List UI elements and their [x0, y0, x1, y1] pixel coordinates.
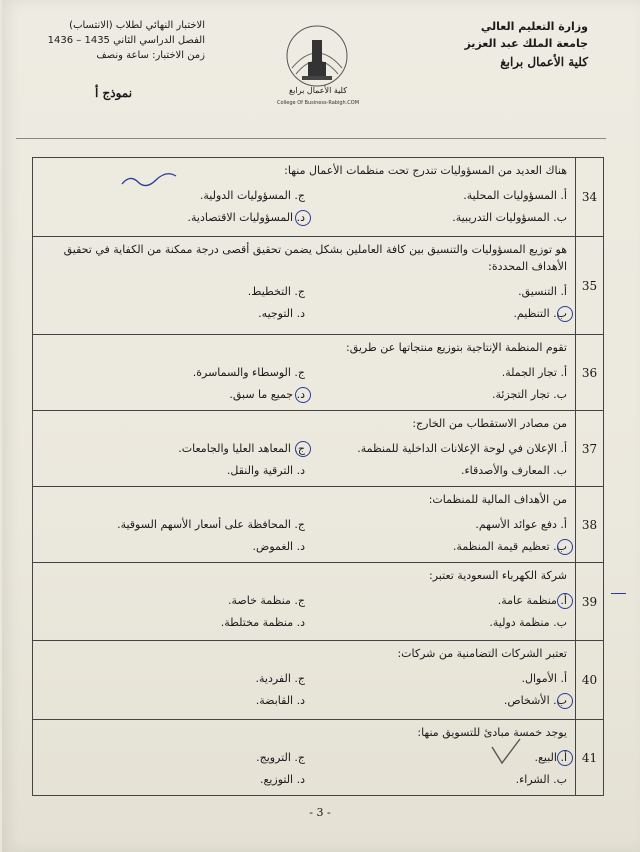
option-a[interactable]: أ. تجار الجملة. [501, 366, 567, 379]
option-a[interactable]: أ. البيع. [305, 747, 567, 769]
option-b[interactable]: ب. التنظيم. [305, 303, 567, 325]
question-number: 40 [576, 641, 604, 720]
question-stem: هناك العديد من المسؤوليات تندرج تحت منظمات الأعمال منها: [284, 164, 567, 177]
option-b[interactable]: ب. المسؤوليات التدريبية. [452, 211, 567, 224]
question-stem: هو توزيع المسؤوليات والتنسيق بين كافة العاملين بشكل يضمن تحقيق أقصى درجة ممكنة من الكفاية في تحقيق الأهداف المحددة: [63, 243, 567, 273]
college-line: كلية الأعمال برابغ [500, 55, 588, 69]
option-d[interactable]: د. جميع ما سبق. [43, 384, 305, 406]
question-row [33, 641, 604, 720]
page-number: - 3 - [309, 806, 331, 819]
pen-scribble-icon [120, 170, 180, 190]
question-row [33, 158, 604, 237]
question-number: 35 [576, 237, 604, 335]
option-c[interactable]: ج. الفردية. [255, 672, 305, 685]
exam-info-header [45, 18, 205, 63]
question-stem: شركة الكهرباء السعودية تعتبر: [429, 569, 567, 582]
exam-model-label: نموذج أ [95, 86, 133, 100]
option-b[interactable]: ب. الشراء. [515, 773, 567, 786]
header-divider [16, 138, 606, 139]
option-a[interactable]: أ. الإعلان في لوحة الإعلانات الداخلية للمنظمة. [357, 442, 567, 455]
option-a[interactable]: أ. منظمة عامة. [305, 590, 567, 612]
question-row [33, 563, 604, 641]
ministry-header [464, 18, 588, 71]
question-row [33, 411, 604, 487]
option-b[interactable]: ب. المعارف والأصدقاء. [460, 464, 567, 477]
option-c[interactable]: ج. الترويج. [256, 751, 305, 764]
option-c[interactable]: ج. منظمة خاصة. [228, 594, 305, 607]
question-number: 34 [576, 158, 604, 237]
option-d[interactable]: د. التوزيع. [259, 773, 305, 786]
option-a[interactable]: أ. التنسيق. [518, 285, 567, 298]
option-c[interactable]: ج. المعاهد العليا والجامعات. [43, 438, 305, 460]
question-row [33, 237, 604, 335]
question-row [33, 335, 604, 411]
university-line: جامعة الملك عبد العزيز [464, 37, 588, 50]
option-d[interactable]: د. الغموض. [252, 540, 305, 553]
question-stem: من الأهداف المالية للمنظمات: [428, 493, 567, 506]
option-a[interactable]: أ. الأموال. [521, 672, 567, 685]
question-row [33, 487, 604, 563]
option-b[interactable]: ب. منظمة دولية. [489, 616, 567, 629]
duration-line: زمن الاختبار: ساعة ونصف [96, 50, 205, 61]
option-c[interactable]: ج. المسؤوليات الدولية. [199, 189, 305, 202]
logo-caption: كلية الأعمال برابغ [288, 86, 348, 95]
question-number: 39 [576, 563, 604, 641]
question-number: 38 [576, 487, 604, 563]
question-number: 41 [576, 720, 604, 796]
option-d[interactable]: د. منظمة مختلطة. [220, 616, 305, 629]
option-d[interactable]: د. التوجيه. [258, 307, 305, 320]
option-b[interactable]: ب. تعظيم قيمة المنظمة. [305, 536, 567, 558]
option-d[interactable]: د. القابضة. [255, 694, 305, 707]
logo-website: College Of Business-Rabigh.COM [276, 100, 360, 106]
semester-line: الفصل الدراسي الثاني 1435 – 1436 [47, 35, 205, 46]
option-d[interactable]: د. المسؤوليات الاقتصادية. [43, 207, 305, 229]
question-stem: تقوم المنظمة الإنتاجية بتوزيع منتجاتها عن طريق: [345, 341, 567, 354]
questions-table [32, 157, 604, 796]
option-a[interactable]: أ. المسؤوليات المحلية. [463, 189, 567, 202]
option-c[interactable]: ج. التخطيط. [247, 285, 305, 298]
option-a[interactable]: أ. دفع عوائد الأسهم. [475, 518, 567, 531]
question-stem: من مصادر الاستقطاب من الخارج: [412, 417, 567, 430]
option-b[interactable]: ب. الأشخاص. [305, 690, 567, 712]
option-b[interactable]: ب. تجار التجزئة. [491, 388, 567, 401]
ministry-line: وزارة التعليم العالي [480, 20, 588, 33]
option-c[interactable]: ج. الوسطاء والسماسرة. [192, 366, 305, 379]
question-stem: يوجد خمسة مبادئ للتسويق منها: [417, 726, 567, 739]
option-d[interactable]: د. الترقية والنقل. [226, 464, 305, 477]
question-number: 36 [576, 335, 604, 411]
margin-pen-mark [611, 593, 626, 594]
option-c[interactable]: ج. المحافظة على أسعار الأسهم السوقية. [117, 518, 305, 531]
checkmark-icon [488, 735, 524, 769]
question-number: 37 [576, 411, 604, 487]
exam-title-line: الاختبار النهائي لطلاب (الانتساب) [69, 20, 205, 31]
question-stem: تعتبر الشركات التضامنية من شركات: [397, 647, 567, 660]
